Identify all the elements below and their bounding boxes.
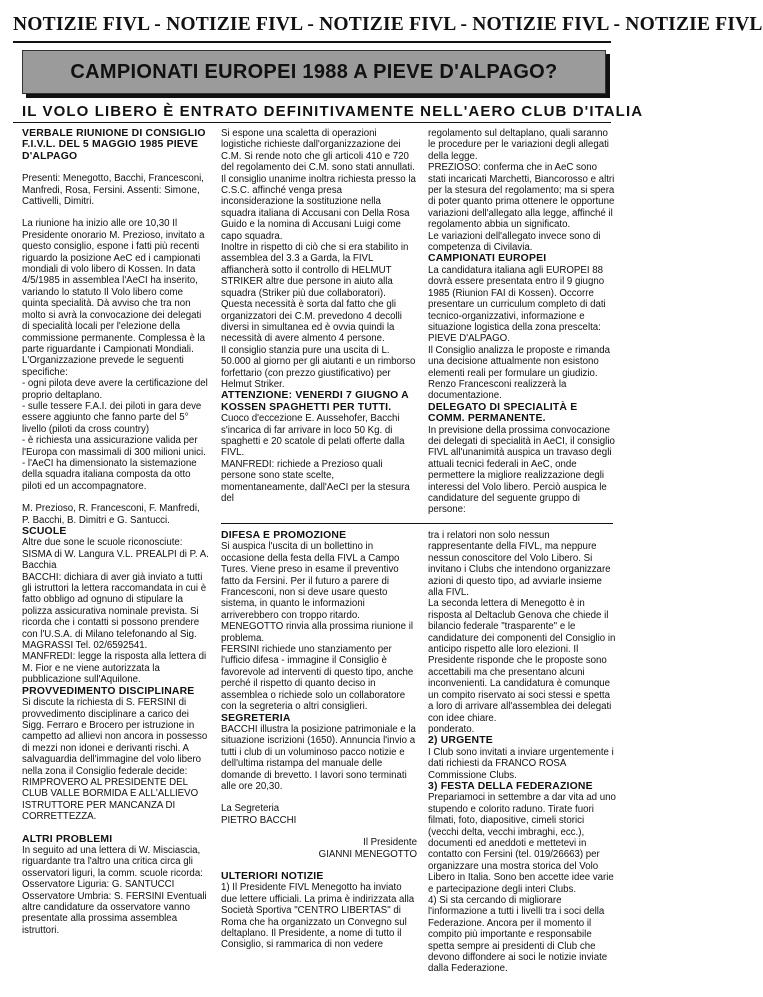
paragraph: Il Consiglio analizza le proposte e rimanda una decisione attualmente non esistono elementi reali per formulare un giudizio. Renzo Francesconi realizzerà la documentazione.: [428, 344, 611, 402]
running-header: NOTIZIE FIVL - NOTIZIE FIVL - NOTIZIE FIVL - NOTIZIE FIVL - NOTIZIE FIVL: [13, 14, 763, 35]
paragraph: In previsione della prossima convocazione dei delegati di specialità in AeCI, il consiglio FIVL all'unanimità auspica un travaso degli attuali tecnici federali in AeC, onde permettere la migliore realizzazione degli interessi del Volo libero. Perciò auspica le candidature del seguente gruppo di persone:: [428, 424, 615, 516]
paragraph: regolamento sul deltaplano, quali saranno le procedure per le variazioni degli allegati della legge.: [428, 128, 609, 162]
section-heading-campionati: CAMPIONATI EUROPEI: [428, 253, 547, 265]
paragraph: 1) Il Presidente FIVL Menegotto ha inviato due lettere ufficiali. La prima è indirizzata alla Società Sportiva "CENTRO LIBERTAS" di Roma che ha organizzato un Convegno sul deltaplano. Il Presidente, a nome di tutto il Consiglio, si rammarica di non vedere: [221, 882, 415, 951]
signature-name: PIETRO BACCHI: [221, 814, 297, 826]
article-subtitle: IL VOLO LIBERO È ENTRATO DEFINITIVAMENTE NELL'AERO CLUB D'ITALIA: [22, 103, 644, 120]
paragraph: I Club sono invitati a inviare urgentemente i dati richiesti da FRANCO ROSA Commissione Clubs.: [428, 746, 614, 781]
paragraph: PREZIOSO: conferma che in AeC sono stati incaricati Marchetti, Biancorosso e altri per la stesura del regolamento; ma si spera di poter quanto prima ottenere le opportune variazioni dell'allegato alla legge, affinché il regolamento abbia un significato.: [428, 162, 615, 231]
paragraph: - ogni pilota deve avere la certificazione del proprio deltaplano.: [22, 378, 208, 401]
column-left: [22, 128, 210, 936]
column-middle-bottom: [221, 530, 417, 951]
section-heading-scuole: SCUOLE: [22, 526, 67, 537]
paragraph: MANFREDI: legge la risposta alla lettera di M. Fior e ne viene autorizzata la pubblicazione sull'Aquilone.: [22, 651, 207, 686]
section-divider: [221, 523, 613, 524]
paragraph: - è richiesta una assicurazione valida per l'Europa con massimali di 300 milioni unici.: [22, 435, 206, 458]
paragraph: BACCHI: dichiara di aver già inviato a tutti gli istruttori la lettera raccomandata in cui è fatto obbligo ad ognuno di stipulare la polizza assicurativa nominale prevista. Si ricorda che i contatti si possono prendere con l'U.S.A. di Milano telefonando al Sig. MAGRASSI Tel. 02/6592541.: [22, 571, 207, 652]
paragraph: Altre due sone le scuole riconosciute: SISMA di W. Langura V.L. PREALPI di P. A. Bacchia: [22, 537, 209, 572]
paragraph: 4) Si sta cercando di migliorare l'informazione a tutti i livelli tra i soci della Federazione. Ancora per il momento il compito più importante e responsabile spetta sempre ai presidenti di Club che devono diffondere ai soci le notizie inviate dalla Federazione.: [428, 895, 608, 975]
paragraph: Si auspica l'uscita di un bollettino in occasione della festa della FIVL a Campo Tures. Viene preso in esame il preventivo fatto da Fersini. Per il futuro a parere di Francesconi, non si deve usare questo sistema, in quanto le informazioni arriverebbero con troppo ritardo.: [221, 541, 400, 621]
paragraph: Il consiglio stanzia pure una uscita di L. 50.000 al giorno per gli aiutanti e un rimborso forfettario (con prezzo giustificativo) per Helmut Striker.: [221, 344, 416, 390]
paragraph: Questa necessità è sorta dal fatto che gli organizzatori dei C.M. prevedono 4 decolli diversi in simultanea ed è ovvia quindi la necessità di avere almento 4 persone.: [221, 299, 402, 345]
headline-title: CAMPIONATI EUROPEI 1988 A PIEVE D'ALPAGO?: [70, 60, 558, 83]
paragraph: FERSINI richiede uno stanziamento per l'ufficio difesa - immagine il Consiglio è favorevole ad interventi di questo tipo, anche perché il rispetto di quanto deciso in assemblea o richiede solo un collaboratore con la segreteria o altri consiglieri.: [221, 644, 414, 713]
paragraph: Prepariamoci in settembre a dar vita ad uno stupendo e colorito raduno. Tirate fuori filmati, foto, diapositive, cimeli storici (vecchi delta, vecchi imbraghi, ecc.), documenti ed aneddoti e mettetevi in contatto con Fersini (tel. 019/26663) per organizzare una mostra storica del Volo Libero in Italia. Sono ben accette idee varie e partecipazione degli interi Clubs.: [428, 792, 616, 895]
subtitle-rule: [13, 122, 611, 123]
section-heading-delegato: DELEGATO DI SPECIALITÀ E COMM. PERMANENTE.: [428, 401, 578, 425]
paragraph: MANFREDI: richiede a Prezioso quali persone sono state scelte, momentaneamente, dall'AeCI per la stesura del: [221, 458, 410, 504]
paragraph: Inoltre in rispetto di ciò che si era stabilito in assemblea del 3.3 a Garda, la FIVL affiancherà sotto il controllo di HELMUT STRIKER altre due persone in aiuto alla squadra (Striker più due collaboratori).: [221, 242, 409, 299]
column-right-bottom: [428, 530, 616, 975]
paragraph: ponderato.: [428, 723, 475, 735]
signature-label: Il Presidente: [363, 837, 417, 849]
paragraph: Cuoco d'eccezione E. Aussehofer, Bacchi s'incarica di far arrivare in loco 50 Kg. di spaghetti e 20 scatole di pelati offerte dalla FIVL.: [221, 413, 405, 459]
section-heading-ulteriori: ULTERIORI NOTIZIE: [221, 870, 324, 882]
paragraph: In seguito ad una lettera di W. Misciascia, riguardante tra l'altro una critica circa gli osservatori liguri, la comm. scuole ricorda: Osservatore Liguria: G. SANTUCCI Osservatore Umbria: S. FERSINI Eventuali altre candidature da osservatore vanno presentate alla prossima assemblea istruttori.: [22, 844, 207, 936]
section-heading-festa: 3) FESTA DELLA FEDERAZIONE: [428, 780, 593, 792]
paragraph: Le variazioni dell'allegato invece sono di competenza di Civilavia.: [428, 230, 601, 254]
paragraph: MENEGOTTO rinvia alla prossima riunione il problema.: [221, 621, 414, 644]
signature-label: La Segreteria: [221, 803, 280, 815]
section-heading-urgente: 2) URGENTE: [428, 735, 493, 747]
paragraph: La seconda lettera di Menegotto è in risposta al Deltaclub Genova che chiede il bilancio federale "trasparente" e le candidature dei componenti del Consiglio in anticipo rispetto alle loro elezioni. Il Presidente risponde che le proposte sono accettabili ma che presentano alcuni inconvenienti. La candidatura è comunque un compito riservato ai soci stessi e spetta a loro di arrivare all'assemblea dei delegati con idee chiare.: [428, 598, 616, 724]
attention-notice: ATTENZIONE: VENERDI 7 GIUGNO A KOSSEN SPAGHETTI PER TUTTI.: [221, 390, 409, 413]
section-heading-provvedimento: PROVVEDIMENTO DISCIPLINARE: [22, 685, 195, 697]
paragraph: La riunione ha inizio alle ore 10,30 Il Presidente onorario M. Prezioso, invitato a questo consiglio, espone i fatti più recenti riguardo la posizione AeC ed i campionati mondiali di volo libero di Kossen. In data 4/5/1985 in assemblea l'AeCI ha inserito, variando lo statuto Il Volo libero come quinta specialità. Dà avviso che tra non molto si avrà la convocazione dei delegati di specialità locali per l'elezione della commissione permanente. Complessa è la parte riguardante i Campionati Mondiali. L'Organizzazione prevede le seguenti specifiche:: [22, 218, 206, 378]
paragraph: BACCHI illustra la posizione patrimoniale e la situazione iscrizioni (1650). Annuncia l'invio a tutti i club di un voluminoso pacco notizie e dell'ultima ristampa del manuale delle domande di brevetto. I lavori sono terminati alle ore 20,30.: [221, 723, 416, 792]
header-rule: [13, 41, 611, 43]
paragraph: - l'AeCI ha dimensionato la sistemazione della squadra italiana composta da otto piloti ed un accompagnatore.: [22, 457, 197, 492]
signature-name: GIANNI MENEGOTTO: [318, 848, 417, 860]
section-heading-difesa: DIFESA E PROMOZIONE: [221, 530, 347, 541]
paragraph: La candidatura italiana agli EUROPEI 88 dovrà essere presentata entro il 9 giugno 1985 (Riunion FAI di Kossen). Occorre presentare un curriculum completo di dati tecnico-organizzativi, informazione e situazione logistica della zona prescelta: PIEVE D'ALPAGO.: [428, 264, 606, 345]
section-heading-altri-problemi: ALTRI PROBLEMI: [22, 833, 113, 845]
paragraph: Si discute la richiesta di S. FERSINI di provvedimento disciplinare a carico dei Sigg. Ferraro e Brocero per istruzione in campetto ad allievi non ancora in possesso di mezzi non idonei e derivanti rischi. A salvaguardia dell'immagine del volo libero nella zona il Consiglio federale decide: RIMPROVERO AL PRESIDENTE DEL CLUB VALLE BORMIDA E ALL'ALLIEVO ISTRUTTORE PER MANCANZA DI CORRETTEZZA.: [22, 697, 208, 823]
paragraph: M. Prezioso, R. Francesconi, F. Manfredi, P. Bacchi, B. Dimitri e G. Santucci.: [22, 503, 200, 526]
paragraph: Presenti: Menegotto, Bacchi, Francesconi, Manfredi, Rosa, Fersini. Assenti: Simone, Cattivelli, Dimitri.: [22, 173, 205, 208]
column-right-top: [428, 128, 616, 516]
paragraph: - sulle tessere F.A.I. dei piloti in gara deve essere aggiunto che fanno parte del 5° livello (piloti da cross country): [22, 400, 202, 435]
section-heading-segreteria: SEGRETERIA: [221, 712, 291, 724]
section-heading-verbale: VERBALE RIUNIONE DI CONSIGLIO F.I.V.L. DEL 5 MAGGIO 1985 PIEVE D'ALPAGO: [22, 128, 206, 162]
headline-banner: [22, 50, 606, 94]
column-middle-top: [221, 128, 417, 504]
paragraph: Si espone una scaletta di operazioni logistiche richieste dall'organizzazione dei C.M. Si rende noto che gli articoli 410 e 720 del regolamento dei C.M. sono stati annullati. Il consiglio unanime inoltra richiesta presso la C.S.C. affinché venga presa inconsiderazione la sostituzione nella squadra italiana di Accusani con Della Rosa Guido e la nomina di Accusani Luigi come capo squadra.: [221, 128, 416, 242]
paragraph: tra i relatori non solo nessun rappresentante della FIVL, ma neppure nessun conoscitore del Volo Libero. Si invitano i Clubs che intendono organizzare azioni di questo tipo, ad avviarle insieme alla FIVL.: [428, 530, 611, 599]
